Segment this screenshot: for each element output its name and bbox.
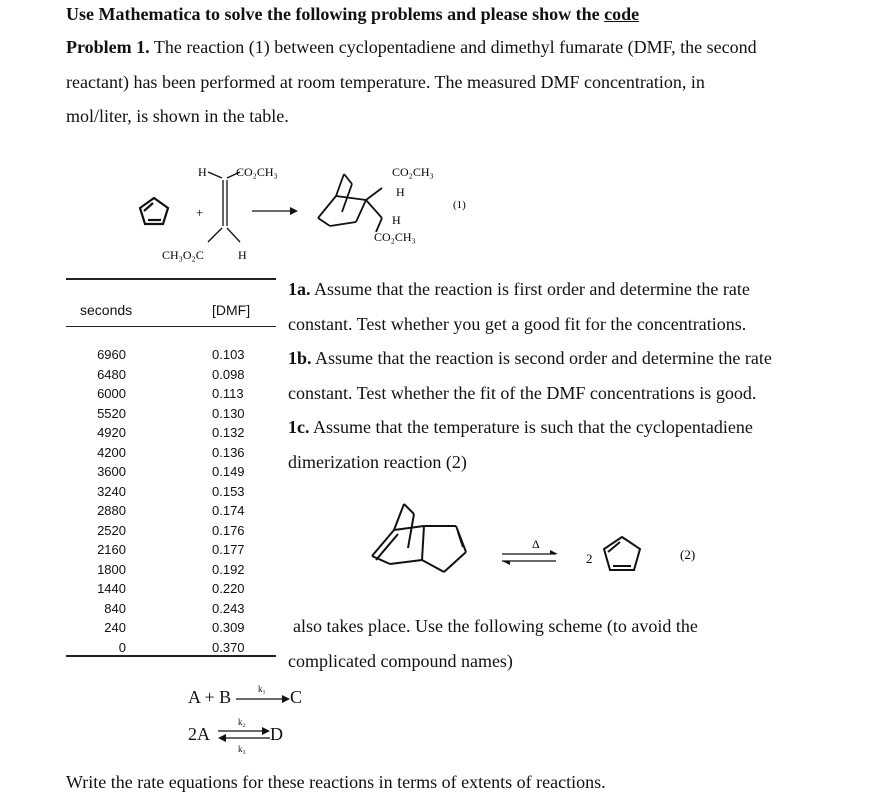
seconds-cell: 0	[118, 639, 126, 655]
problem-line-2: reactant) has been performed at room temperature. The measured DMF concentration, in	[66, 72, 705, 92]
dmf-cell: 0.176	[212, 522, 245, 538]
table-header-seconds: seconds	[80, 302, 133, 318]
question-1c-text: Assume that the temperature is such that the cyclopentadiene	[309, 417, 753, 437]
seconds-cell: 240	[104, 620, 126, 635]
seconds-cell: 6000	[97, 386, 126, 401]
table-header-rule	[66, 326, 276, 327]
seconds-cell: 2160	[97, 542, 126, 557]
scheme-r1-arrow	[236, 692, 292, 706]
question-1a-line-2: constant. Test whether you get a good fit for the concentrations.	[288, 314, 747, 334]
adduct-co2ch3-top: CO₂CH₃	[392, 165, 434, 179]
seconds-cell: 3600	[97, 464, 126, 479]
table-header-dmf: [DMF]	[212, 302, 251, 318]
question-1c-line-2: dimerization reaction (2)	[288, 452, 467, 472]
seconds-cell: 1440	[97, 581, 126, 596]
dmf-co2ch3-top: CO₂CH₃	[236, 165, 278, 179]
scheme-k2: k₂	[238, 717, 246, 727]
dmf-cell: 0.153	[212, 483, 245, 499]
problem-line-3: mol/liter, is shown in the table.	[66, 106, 289, 126]
seconds-cell: 840	[104, 600, 126, 616]
scheme-r2-arrows	[216, 726, 272, 744]
assignment-title	[66, 4, 639, 25]
table-bottom-rule	[66, 655, 276, 657]
reaction-arrow	[252, 207, 298, 215]
problem-line-1	[66, 37, 757, 58]
dicyclopentadiene-structure	[372, 504, 466, 572]
dmf-cell: 0.113	[212, 386, 244, 401]
adduct-structure	[318, 174, 382, 232]
dmf-cell: 0.370	[212, 639, 245, 655]
seconds-cell: 5520	[97, 405, 126, 421]
dmf-cell: 0.098	[212, 366, 245, 382]
dmf-cell: 0.103	[212, 347, 245, 362]
seconds-cell: 6480	[97, 366, 126, 382]
dmf-cell: 0.132	[212, 425, 245, 440]
scheme-k3: k₃	[238, 744, 246, 754]
question-1b-line-2: constant. Test whether the fit of the DMF concentrations is good.	[288, 383, 757, 403]
dmf-ch3o2c: CH₃O₂C	[162, 248, 204, 262]
title-text: Use Mathematica to solve the following problems and please show the	[66, 4, 605, 24]
question-1a-label: 1a.	[288, 279, 311, 299]
question-1a-line-1	[288, 279, 750, 300]
plus-sign: +	[196, 205, 204, 220]
seconds-cell: 4920	[97, 425, 126, 440]
question-1c-line-1	[288, 417, 753, 438]
scheme-k1: k₁	[258, 684, 266, 694]
question-1b-label: 1b.	[288, 348, 312, 368]
seconds-cell: 2520	[97, 522, 126, 538]
adduct-h-2: H	[392, 213, 401, 227]
dmf-cell: 0.243	[212, 600, 245, 616]
reaction-2-coefficient: 2	[586, 551, 593, 566]
title-underlined-code: code	[604, 4, 640, 24]
question-1c-label: 1c.	[288, 417, 310, 437]
final-instruction: Write the rate equations for these reactions in terms of extents of reactions.	[66, 772, 606, 792]
dmf-h-bottom: H	[238, 248, 247, 262]
question-1b-text: Assume that the reaction is second order and determine the rate	[311, 348, 772, 368]
reaction-2-diagram	[360, 490, 720, 590]
question-1b-line-1	[288, 348, 772, 369]
dmf-h-top: H	[198, 165, 207, 179]
dmf-cell: 0.174	[212, 503, 245, 518]
seconds-cell: 1800	[97, 561, 126, 577]
dmf-cell: 0.192	[212, 561, 245, 577]
table-top-rule	[66, 278, 276, 280]
problem-text-1: The reaction (1) between cyclopentadiene and dimethyl fumarate (DMF, the second	[149, 37, 757, 57]
reaction-1-label: (1)	[453, 199, 466, 211]
seconds-cell: 4200	[97, 444, 126, 460]
dmf-column	[212, 345, 260, 657]
adduct-h-1: H	[396, 185, 405, 199]
equilibrium-arrows	[502, 550, 558, 565]
after-reaction-line-2: complicated compound names)	[288, 651, 513, 671]
dmf-cell: 0.309	[212, 620, 245, 635]
dmf-cell: 0.130	[212, 405, 245, 421]
reaction-1-diagram	[130, 160, 490, 270]
dmf-cell: 0.149	[212, 464, 245, 479]
seconds-cell: 2880	[97, 503, 126, 518]
scheme-r2-left: 2A	[188, 724, 210, 744]
dmf-cell: 0.220	[212, 581, 245, 596]
heat-delta: Δ	[532, 537, 540, 551]
dmf-structure	[208, 172, 240, 242]
cyclopentadiene-structure	[140, 198, 168, 224]
scheme-r1-left: A + B	[188, 687, 232, 707]
reaction-2-label: (2)	[680, 547, 696, 562]
question-1a-text: Assume that the reaction is first order and determine the rate	[310, 279, 750, 299]
adduct-co2ch3-bottom: CO₂CH₃	[374, 230, 416, 244]
dmf-cell: 0.136	[212, 444, 245, 460]
cyclopentadiene-monomer-structure	[604, 537, 640, 570]
seconds-cell: 6960	[97, 347, 126, 362]
after-reaction-line-1: also takes place. Use the following scheme (to avoid the	[293, 616, 698, 636]
problem-label: Problem 1.	[66, 37, 150, 57]
seconds-column	[80, 345, 126, 657]
dmf-cell: 0.177	[212, 542, 245, 557]
scheme-r2-right: D	[270, 724, 283, 744]
scheme-r1-right: C	[290, 687, 303, 707]
seconds-cell: 3240	[97, 483, 126, 499]
